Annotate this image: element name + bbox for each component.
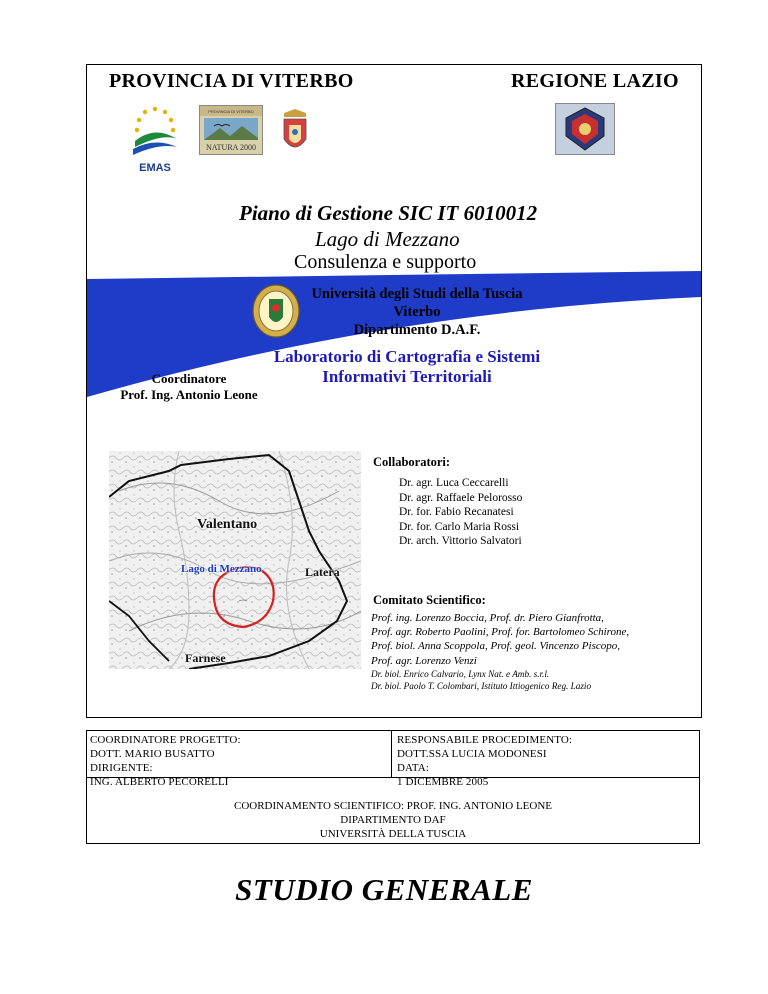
info-footer-line: UNIVERSITÀ DELLA TUSCIA [319,828,467,840]
coordinator-block [99,371,279,403]
natura2000-logo [199,105,263,155]
info-left-line: DIRIGENTE: [90,762,153,774]
comitato-line: Prof. agr. Roberto Paolini, Prof. for. Bartolomeo Schirone, [371,626,630,639]
lab-line-1: Laboratorio di Cartografia e Sistemi [273,347,541,366]
comitato-line: Prof. biol. Anna Scoppola, Prof. geol. Vincenzo Piscopo, [371,640,620,653]
natura-label: NATURA 2000 [205,143,257,152]
emas-logo [123,103,187,175]
regione-lazio-crest [555,103,615,155]
info-left-line: DOTT. MARIO BUSATTO [90,748,215,760]
title-lago: Lago di Mezzano [315,227,460,251]
header-regione: REGIONE LAZIO [511,70,679,92]
info-table [86,730,700,844]
header-provincia: PROVINCIA DI VITERBO [109,70,354,92]
comitato-heading: Comitato Scientifico: [373,593,486,607]
coordinator-name: Prof. Ing. Antonio Leone [120,387,258,402]
lab-title [257,347,557,387]
info-right-cell [397,733,572,789]
collaboratore-item: Dr. agr. Raffaele Pelorosso [399,491,523,504]
comitato-line-small: Dr. biol. Enrico Calvario, Lynx Nat. e Amb. s.r.l. [371,668,550,679]
table-col-divider [391,731,392,777]
collaboratore-item: Dr. for. Carlo Maria Rossi [399,520,520,533]
comitato-line-small: Dr. biol. Paolo T. Colombari, Istituto Ittiogenico Reg. Lazio [371,681,592,692]
university-block [287,285,547,339]
comitato-line: Prof. ing. Lorenzo Boccia, Prof. dr. Piero Gianfrotta, [371,612,604,624]
info-left-line: ING. ALBERTO PECORELLI [90,776,229,788]
map-label-latera: Latera [305,565,340,579]
emas-label: EMAS [139,162,171,174]
map-label-valentano: Valentano [197,517,258,532]
university-city: Viterbo [393,304,441,320]
collaboratori-heading: Collaboratori: [373,455,451,469]
cover-page [86,64,702,718]
map-label-lago: Lago di Mezzano [181,563,262,575]
comitato-line: Prof. agr. Lorenzo Venzi [371,654,477,667]
info-left-line: COORDINATORE PROGETTO: [90,734,241,746]
university-name: Università degli Studi della Tuscia [311,286,523,302]
university-dept: Dipartimento D.A.F. [353,322,481,338]
lab-line-2: Informativi Territoriali [322,367,492,386]
provincia-crest [281,109,309,157]
document-title: STUDIO GENERALE [235,872,533,907]
comitato-list [371,611,699,693]
info-footer-line: DIPARTIMENTO DAF [340,814,446,826]
coordinator-label: Coordinatore [151,371,227,386]
collaboratori-list [399,476,522,549]
info-right-line: DATA: [397,762,430,774]
site-map [109,451,361,669]
title-piano: Piano di Gestione SIC IT 6010012 [239,201,538,225]
info-right-line: 1 DICEMBRE 2005 [397,776,489,788]
map-label-farnese: Farnese [185,651,226,665]
info-left-cell [90,733,241,789]
info-footer-line: COORDINAMENTO SCIENTIFICO: PROF. ING. ANTONIO LEONE [233,800,553,812]
collaboratore-item: Dr. arch. Vittorio Salvatori [399,535,522,548]
info-right-line: DOTT.SSA LUCIA MODONESI [397,748,547,760]
natura-top-label: PROVINCIA DI VITERBO [208,109,254,114]
info-footer-cell [87,799,699,841]
info-right-line: RESPONSABILE PROCEDIMENTO: [397,734,573,746]
title-consulenza: Consulenza e supporto [294,251,477,273]
collaboratore-item: Dr. for. Fabio Recanatesi [399,506,514,519]
collaboratore-item: Dr. agr. Luca Ceccarelli [399,477,509,489]
